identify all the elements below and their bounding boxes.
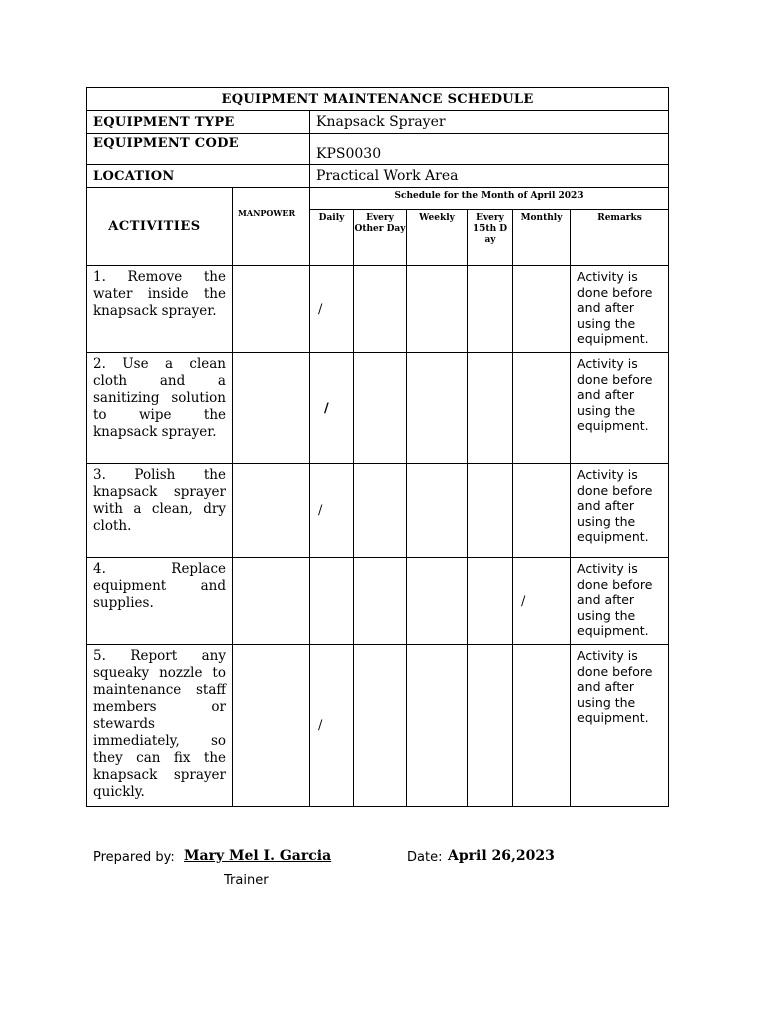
schedule-month-header: Schedule for the Month of April 2023 bbox=[310, 188, 669, 210]
every-other-day-header: Every Other Day bbox=[354, 210, 407, 266]
weekly-cell bbox=[407, 266, 468, 353]
weekly-cell bbox=[407, 464, 468, 558]
every-15th-day-cell bbox=[468, 464, 513, 558]
weekly-cell bbox=[407, 353, 468, 464]
location-label: LOCATION bbox=[87, 165, 310, 188]
date-label: Date: bbox=[407, 850, 443, 865]
every-15th-day-cell bbox=[468, 558, 513, 645]
every-other-day-cell bbox=[354, 558, 407, 645]
weekly-cell bbox=[407, 558, 468, 645]
prepared-by-name: Mary Mel I. Garcia bbox=[184, 848, 332, 864]
remarks-cell: Activity is done before and after using the equipment. bbox=[571, 266, 669, 353]
maintenance-schedule-sheet bbox=[86, 87, 668, 807]
manpower-cell bbox=[233, 266, 310, 353]
prepared-by-label: Prepared by: bbox=[93, 850, 175, 865]
equipment-type-label: EQUIPMENT TYPE bbox=[87, 111, 310, 134]
manpower-cell bbox=[233, 645, 310, 807]
daily-check: / bbox=[310, 266, 354, 353]
every-other-day-cell bbox=[354, 353, 407, 464]
activities-header: ACTIVITIES bbox=[87, 188, 233, 266]
table-row bbox=[87, 645, 669, 807]
manpower-cell bbox=[233, 464, 310, 558]
every-15th-day-cell bbox=[468, 266, 513, 353]
remarks-header: Remarks bbox=[571, 210, 669, 266]
manpower-cell bbox=[233, 353, 310, 464]
every-15th-day-header: Every 15th Day bbox=[468, 210, 513, 266]
monthly-check: / bbox=[513, 558, 571, 645]
location-value: Practical Work Area bbox=[310, 165, 669, 188]
daily-cell bbox=[310, 558, 354, 645]
table-row bbox=[87, 353, 669, 464]
manpower-header: MANPOWER bbox=[233, 188, 310, 266]
daily-check: / bbox=[310, 464, 354, 558]
weekly-header: Weekly bbox=[407, 210, 468, 266]
schedule-table bbox=[86, 87, 669, 807]
weekly-cell bbox=[407, 645, 468, 807]
preparer-role: Trainer bbox=[224, 873, 269, 888]
table-row bbox=[87, 464, 669, 558]
remarks-cell: Activity is done before and after using the equipment. bbox=[571, 353, 669, 464]
monthly-cell bbox=[513, 464, 571, 558]
remarks-cell: Activity is done before and after using the equipment. bbox=[571, 558, 669, 645]
table-row bbox=[87, 266, 669, 353]
every-15th-day-cell bbox=[468, 353, 513, 464]
daily-check: / bbox=[310, 645, 354, 807]
activity-cell: 2. Use a clean cloth and a sanitizing solution to wipe the knapsack sprayer. bbox=[87, 353, 233, 464]
monthly-cell bbox=[513, 353, 571, 464]
monthly-header: Monthly bbox=[513, 210, 571, 266]
activity-cell: 3. Polish the knapsack sprayer with a clean, dry cloth. bbox=[87, 464, 233, 558]
equipment-type-value: Knapsack Sprayer bbox=[310, 111, 669, 134]
equipment-code-label: EQUIPMENT CODE bbox=[87, 134, 310, 165]
every-other-day-cell bbox=[354, 464, 407, 558]
equipment-code-value: KPS0030 bbox=[310, 134, 669, 165]
table-title: EQUIPMENT MAINTENANCE SCHEDULE bbox=[87, 88, 669, 111]
table-row bbox=[87, 558, 669, 645]
remarks-cell: Activity is done before and after using the equipment. bbox=[571, 645, 669, 807]
date-value: April 26,2023 bbox=[448, 848, 555, 864]
daily-check: / bbox=[310, 353, 354, 464]
daily-header: Daily bbox=[310, 210, 354, 266]
activity-cell: 5. Report any squeaky nozzle to maintenance staff members or stewards immediately, so they can fix the knapsack sprayer quickly. bbox=[87, 645, 233, 807]
activity-cell: 4. Replace equipment and supplies. bbox=[87, 558, 233, 645]
signature-footer bbox=[93, 848, 693, 898]
manpower-cell bbox=[233, 558, 310, 645]
every-other-day-cell bbox=[354, 645, 407, 807]
monthly-cell bbox=[513, 266, 571, 353]
remarks-cell: Activity is done before and after using the equipment. bbox=[571, 464, 669, 558]
monthly-cell bbox=[513, 645, 571, 807]
activity-cell: 1. Remove the water inside the knapsack sprayer. bbox=[87, 266, 233, 353]
every-other-day-cell bbox=[354, 266, 407, 353]
every-15th-day-cell bbox=[468, 645, 513, 807]
